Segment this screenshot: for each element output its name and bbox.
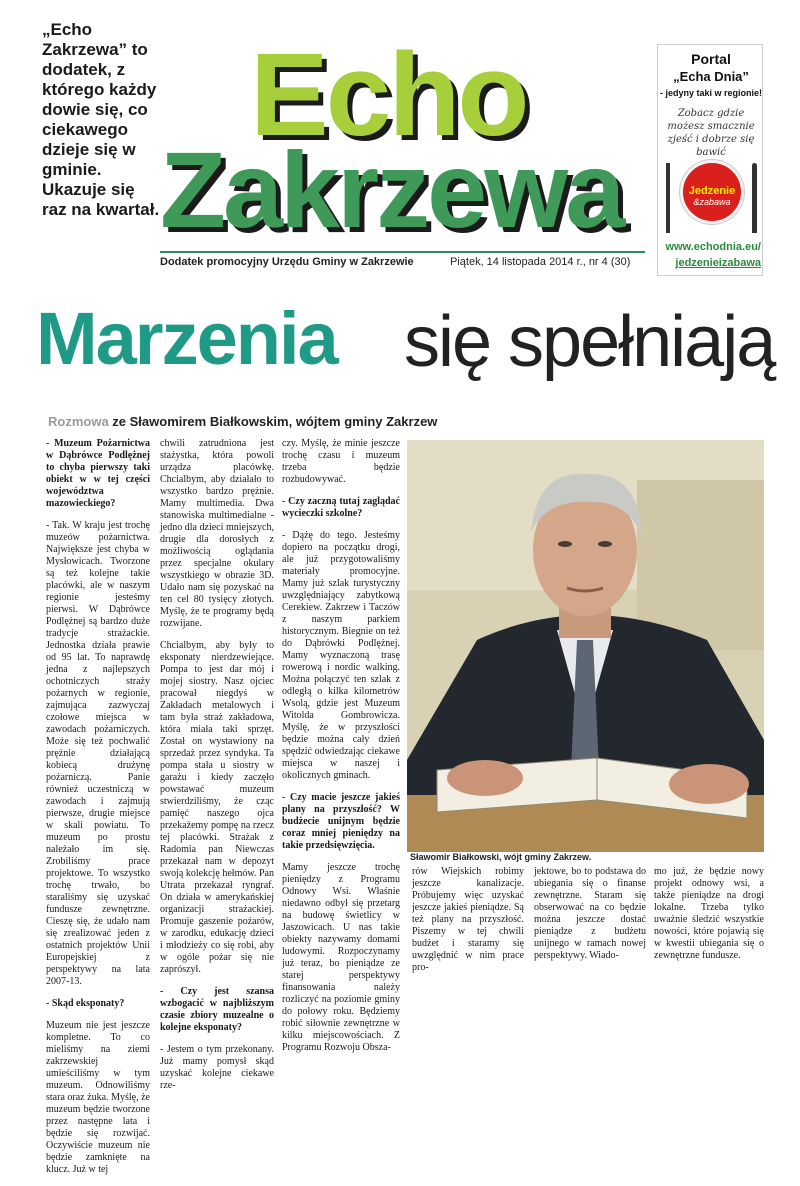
- article-column-5: [534, 866, 646, 972]
- interview-question: - Czy jest szansa wzbogacić w najbliższym czasie zbiory muzealne o kolejne eksponaty?: [160, 986, 274, 1033]
- article-column-4: [412, 866, 524, 984]
- interview-answer: jektowe, bo to podstawa do ubiegania się o finanse zewnętrzne. Staram się obserwować na co będzie można jeszcze dostać pieniądze z budżetu unijnego w ramach nowej perspektywy. Wiado-: [534, 866, 646, 961]
- knife-icon: [752, 163, 757, 233]
- interview-answer: Muzeum nie jest jeszcze kompletne. To co mieliśmy na ziemi zakrzewskiej umieściliśmy w tym muzeum. Odnowiliśmy stara oraz żuka. Myślę, że muzeum będzie tworzone przez następne lata i będzie się rozwijać. Oczywiście muzeum nie będzie zamknięte na klucz. Już w tej: [46, 1020, 150, 1175]
- masthead-subtitle: Dodatek promocyjny Urzędu Gminy w Zakrzewie: [160, 256, 414, 268]
- interview-answer: - Dążę do tego. Jesteśmy dopiero na początku drogi, ale już przygotowaliśmy materiały promocyjne. Mamy już szlak turystyczny uwzględniający zabytkową Cerekiew. Zakrzew i Taczów z naszym parkiem historycznym. Biegnie on też do Dąbrówki Podlężnej. Mamy wyznaczoną trasę rowerową i nordic walking. Można połączyć ten szlak z odległą o kilka kilometrów Wsolą, gdzie jest Muzeum Witolda Gombrowicza. Myślę, że w przyszłości będzie można cały dzień spędzić odwiedzając ciekawe miejsca w naszej i okolicznych gminach.: [282, 530, 400, 781]
- ad-plate-text: Jedzenie: [688, 185, 736, 197]
- interview-answer: rów Wiejskich robimy jeszcze kanalizacje. Próbujemy więc uzyskać jeszcze jakieś pieniądze. Są też plany na przyszłość. Piszemy w tej chwili budżet i staramy się uwzględnić w nim prace pro-: [412, 866, 524, 973]
- issue-date: Piątek, 14 listopada 2014 r., nr 4 (30): [450, 256, 631, 268]
- masthead-echo: Echo: [250, 29, 527, 161]
- mayor-photo: [407, 440, 764, 852]
- article-column-6: [654, 866, 764, 972]
- ad-echo-label: „Echa Dnia”: [673, 69, 749, 84]
- interview-answer: Mamy jeszcze trochę pieniędzy z Programu Odnowy Wsi. Właśnie niedawno odbył się przetarg na budowę świetlicy w Jaszowicach. U nas takie obiekty nazywamy domami ludowymi. Rozpoczynamy już teraz, bo pieniądze ze starej perspektywy finansowania należy rozliczyć na poziomie gminy do połowy roku. Będziemy robić siłownie zewnętrzne w kilku miejscowościach. Z Programu Rozwoju Obsza-: [282, 862, 400, 1053]
- intro-blurb: „Echo Zakrzewa” to dodatek, z którego każdy dowie się, co ciekawego dzieje się w gminie. Ukazuje się raz na kwartał.: [42, 20, 160, 219]
- ad-url-link-2[interactable]: jedzenieizabawa: [675, 257, 761, 269]
- ad-plate-subtext: &zabawa: [693, 197, 731, 207]
- interview-question: - Czy zaczną tutaj zaglądać wycieczki szkolne?: [282, 496, 400, 519]
- echodnia-ad[interactable]: [657, 44, 763, 276]
- masthead-zakrzewa: Zakrzewa: [160, 129, 623, 250]
- interview-byline: [48, 414, 437, 429]
- interview-answer: - Tak. W kraju jest trochę muzeów pożarnictwa. Największe jest chyba w Mysłowicach. Tworzone są też kolejne takie placówki, ale w naszym regionie jesteśmy pierwsi. W Dąbrówce Podlężnej są bardzo duże tradycje strażackie. Jednostka działa prawie od 95 lat. To naprawdę jedna z najlepszych ochotniczych straży pożarnych w regionie, zajmująca zazwyczaj czołowe miejsca w zawodach pożarniczych. Może się też pochwalić prężnie działającą kobiecą drużynę pożarniczą. Panie również uczestniczą w zawodach i zajmują pierwsze, drugie miejsce w skali powiatu. To muzeum po prostu należało im się. Zrobiliśmy prace projektowe. To wszystko trochę trwało, bo staraliśmy się uzyskać fundusze zewnętrzne. Cieszę się, że udało nam się zrealizować jeden z ostatnich projektów Unii Europejskiej z perspektywy na lata 2007-13.: [46, 520, 150, 987]
- interview-label: Rozmowa: [48, 414, 109, 429]
- interview-answer: chwili zatrudniona jest stażystka, która powoli urządza placówkę. Chcialbym, aby działało to wszystko bardzo prężnie. Mamy multimedia. Dwa stanowiska multimedialne - jedno dla dzieci mniejszych, drugie dla dorosłych z możliwością oglądania przez specjalne okulary wszystkiego w obrazie 3D. Udało nam się pozyskać na ten cel 80 tysięcy złotych. Myślę, że te programy będą rozwijane.: [160, 438, 274, 629]
- interview-question: - Muzeum Pożarnictwa w Dąbrówce Podlężnej to chyba pierwszy taki obiekt w w tej części województwa mazowieckiego?: [46, 438, 150, 509]
- ad-only-label: - jedyny taki w regionie!: [659, 88, 763, 98]
- fork-icon: [666, 163, 670, 233]
- article-column-2: [160, 438, 274, 1102]
- masthead-rule: [160, 251, 645, 253]
- headline-bold: Marzenia: [36, 297, 337, 380]
- interview-subject: ze Sławomirem Białkowskim, wójtem gminy Zakrzew: [112, 414, 438, 429]
- mayor-photo-illustration: [407, 440, 764, 852]
- ad-portal-label: Portal: [691, 51, 731, 67]
- plate-icon: [680, 160, 744, 224]
- interview-question: - Skąd eksponaty?: [46, 998, 125, 1009]
- interview-question: - Czy macie jeszcze jakieś plany na przyszłość? W budżecie unijnym będzie coraz mniej pieniędzy na takie przedsięwzięcia.: [282, 792, 400, 851]
- ad-handwritten: Zobacz gdzie możesz smacznie zjeść i dobrze się bawić: [667, 108, 755, 158]
- article-column-1: [46, 438, 150, 1186]
- photo-caption: Sławomir Białkowski, wójt gminy Zakrzew.: [410, 852, 592, 862]
- interview-answer: - Jestem o tym przekonany. Już mamy pomysł skąd uzyskać kolejne ciekawe rze-: [160, 1044, 274, 1091]
- interview-answer: mo już, że będzie nowy projekt odnowy wsi, a także pieniądze na drogi lokalne. Trzeba tylko uważnie śledzić wszystkie nowości, które pojawią się w kwestii ubiegania się o zewnętrzne fundusze.: [654, 866, 764, 961]
- article-column-3: [282, 438, 400, 1064]
- headline-light: się spełniają: [404, 302, 775, 382]
- interview-answer: czy. Myślę, że minie jeszcze trochę czasu i muzeum trzeba będzie rozbudowywać.: [282, 438, 400, 485]
- interview-answer: Chcialbym, aby były to eksponaty nierdzewiejące. Pompa to jest dar mój i mojej siostry. Nasz ojciec pracował niegdyś w Zakładach metalowych i tam była straż zakładowa, która miała taki sprzęt. Został on wystawiony na sprzedaż przez syndyka. Ta pompa stała u siostry w garażu i kiedy zaczęło powstawać muzeum stwierdziliśmy, że cząc pamięć naszego ojca przekażemy pompę na rzecz tej placówki. Strażak z Radomia pan Niewczas przekazał nam w depozyt swoją kolekcję hełmów. Pan Utrata przekazał ryngraf. On działa w amerykańskiej organizacji strażackiej. Promuje gaszenie pożarów, w zarodku, edukację dzieci i młodzieży co się robi, aby w ogóle pożar się nie zaprószył.: [160, 640, 274, 975]
- ad-url-link[interactable]: www.echodnia.eu/: [665, 241, 761, 253]
